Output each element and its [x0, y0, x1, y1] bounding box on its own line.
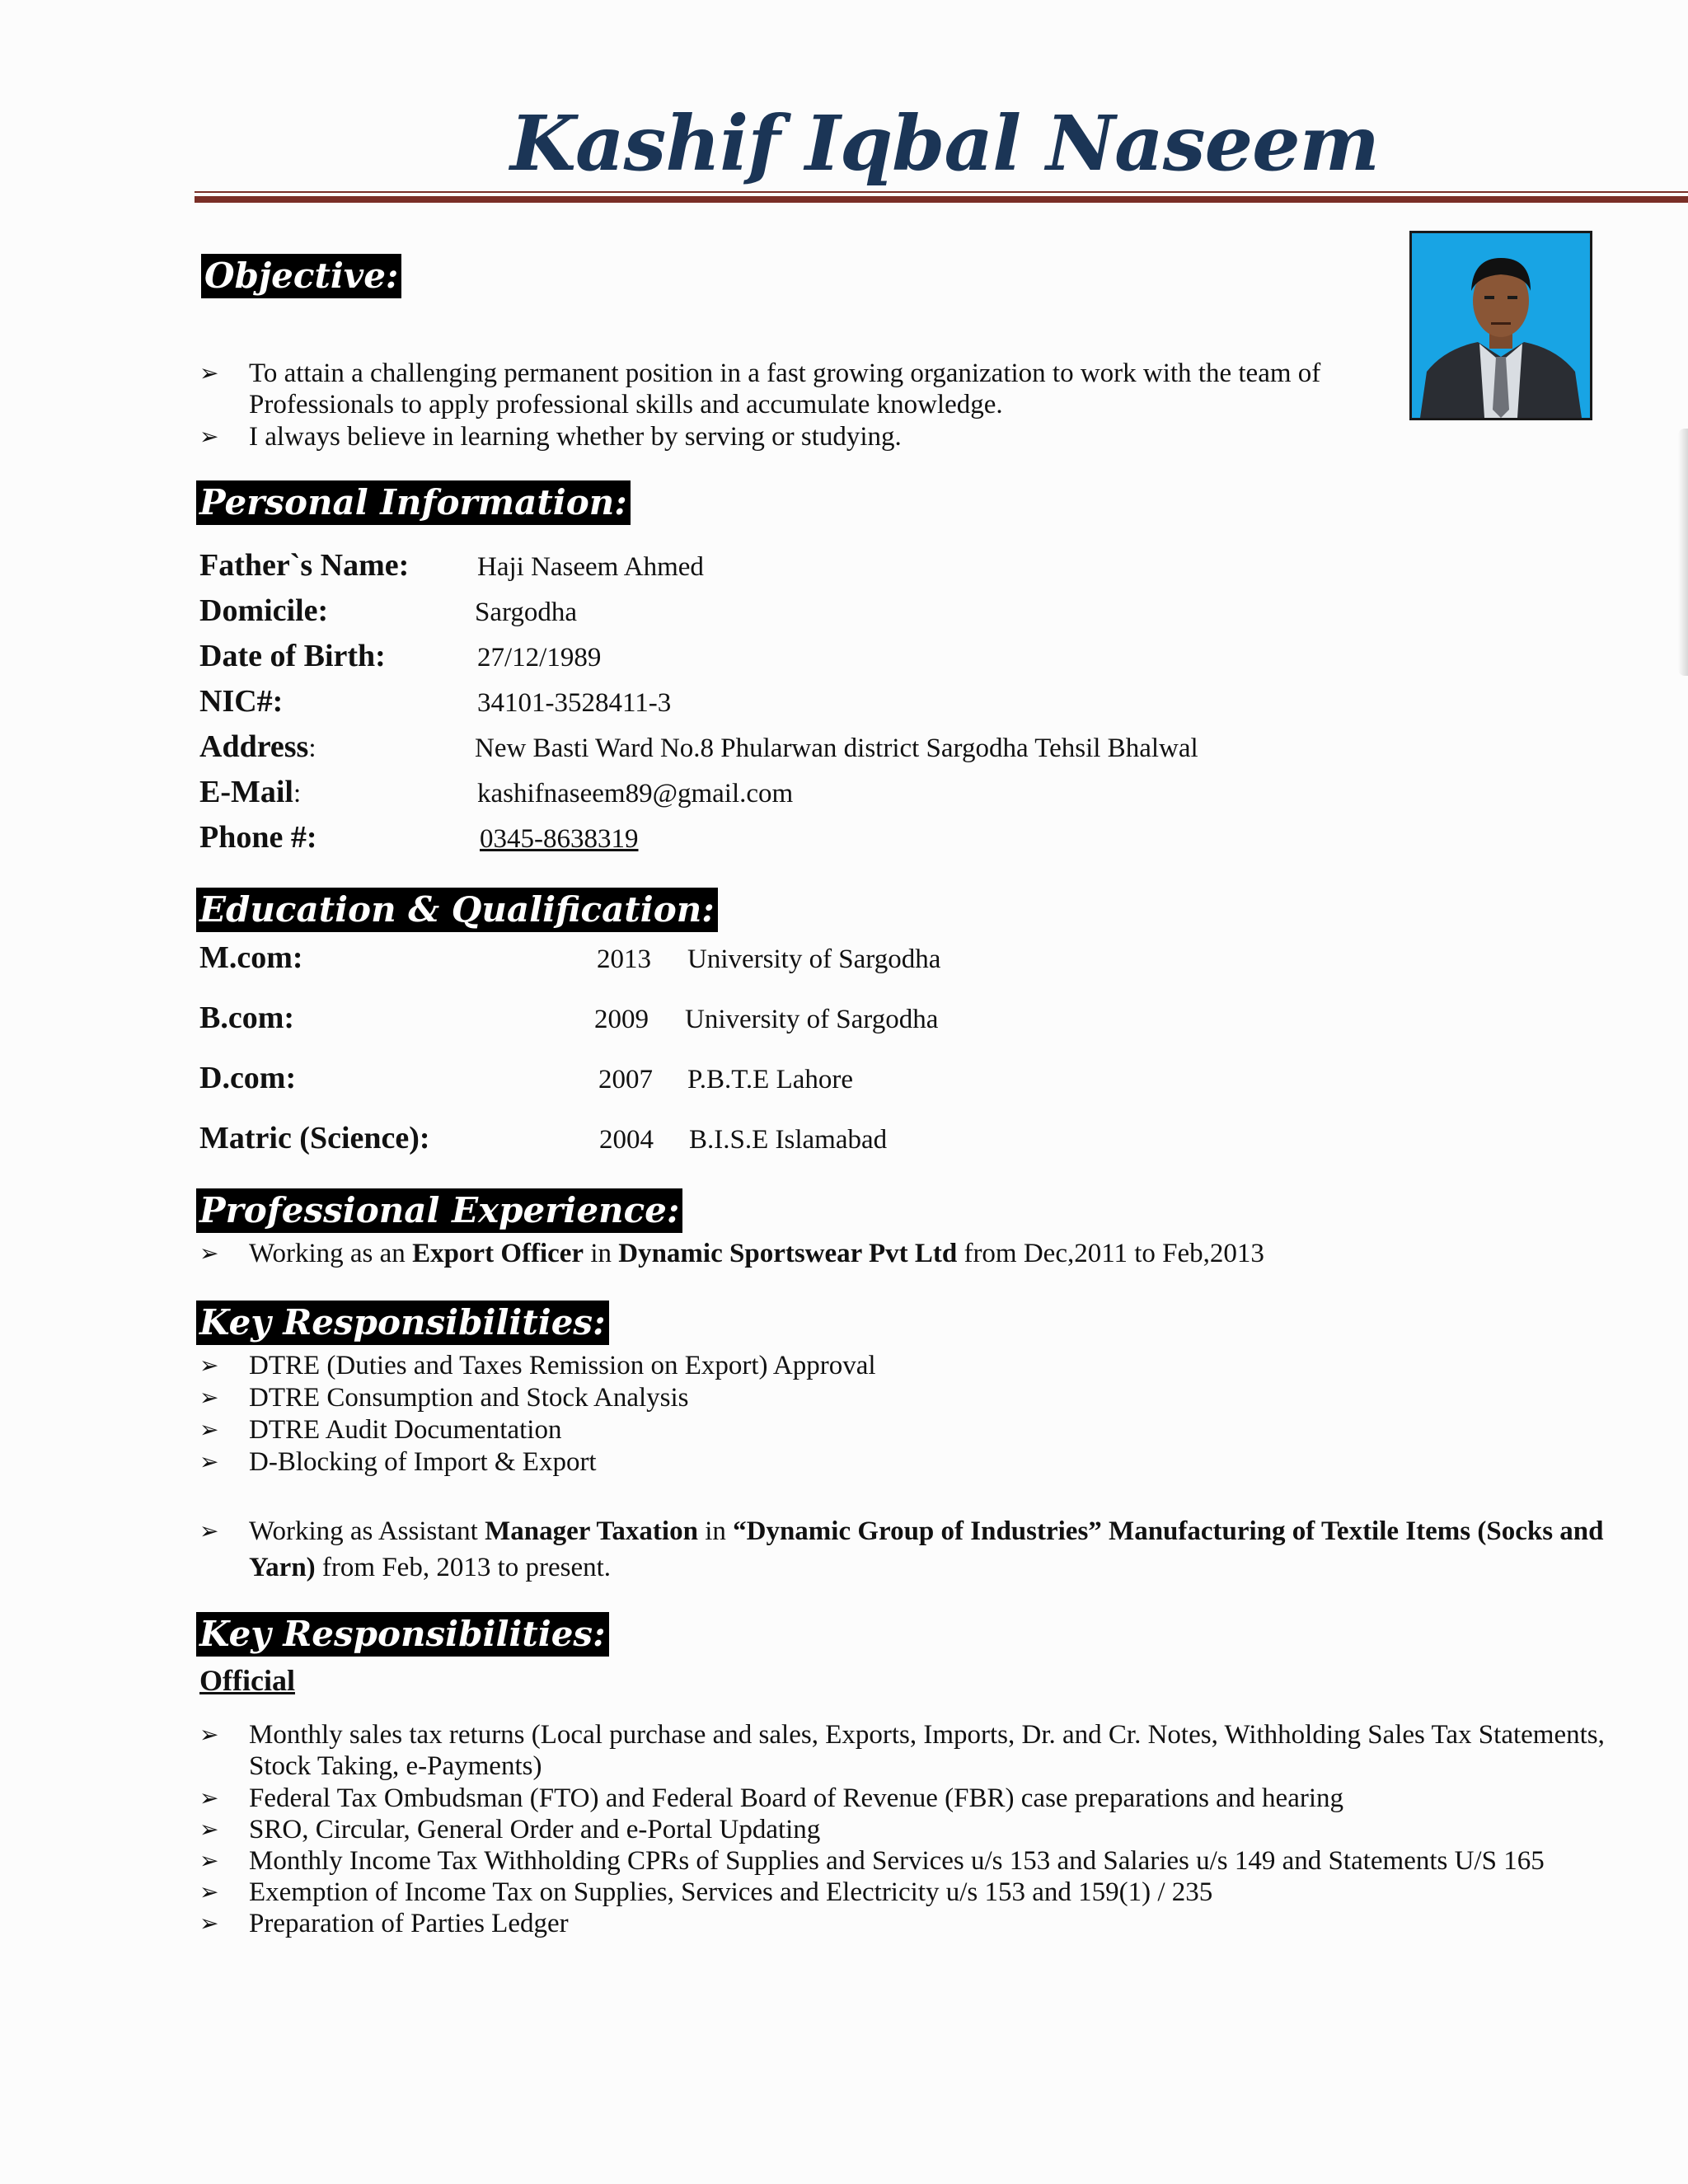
key-responsibilities-heading: Key Responsibilities:: [196, 1301, 609, 1345]
profile-photo: [1409, 231, 1592, 420]
responsibility-item: ➢ DTRE Audit Documentation: [199, 1415, 562, 1445]
responsibility-item: ➢ Federal Tax Ombudsman (FTO) and Federal Board of Revenue (FBR) case preparations and hearing: [199, 1783, 1344, 1813]
degree-year: 2007: [598, 1065, 653, 1094]
domicile-label: Domicile:: [199, 593, 329, 628]
degree-institute: University of Sargodha: [687, 944, 941, 974]
objective-heading: Objective:: [201, 254, 401, 298]
candidate-name: Kashif Iqbal Naseem: [509, 99, 1379, 188]
official-subheading: Official: [199, 1664, 295, 1697]
experience-heading: Professional Experience:: [196, 1188, 682, 1233]
bullet-arrow-icon: ➢: [199, 1878, 219, 1905]
job-role: Export Officer: [412, 1239, 584, 1268]
bullet-arrow-icon: ➢: [199, 1517, 219, 1544]
phone-label: Phone #:: [199, 820, 317, 855]
address-label: Address:: [199, 729, 316, 764]
header-rule-thin: [195, 191, 1688, 193]
bullet-arrow-icon: ➢: [199, 1384, 219, 1411]
responsibility-item: ➢ Monthly sales tax returns (Local purchase and sales, Exports, Imports, Dr. and Cr. Notes, Withholding Sales Tax Statements, Stock Taking, e-Payments): [199, 1720, 1605, 1781]
responsibility-item: ➢ Exemption of Income Tax on Supplies, Services and Electricity u/s 153 and 159(1) / 235: [199, 1877, 1213, 1907]
degree-year: 2004: [599, 1125, 654, 1155]
bullet-arrow-icon: ➢: [199, 1847, 219, 1874]
degree-year: 2013: [597, 944, 651, 974]
header-rule: [195, 196, 1688, 203]
job-company: “Dynamic Group of Industries” Manufacturing of Textile Items (Socks and Yarn): [249, 1516, 1604, 1582]
fathers-name-value: Haji Naseem Ahmed: [477, 552, 704, 582]
fathers-name-label: Father`s Name:: [199, 548, 410, 583]
nic-value: 34101-3528411-3: [477, 688, 672, 718]
bullet-arrow-icon: ➢: [199, 1352, 219, 1379]
job-role: Manager Taxation: [485, 1516, 698, 1546]
objective-item: ➢ I always believe in learning whether by serving or studying.: [199, 422, 902, 452]
degree-year: 2009: [594, 1005, 649, 1034]
key-responsibilities-heading: Key Responsibilities:: [196, 1612, 609, 1657]
responsibility-item: ➢ DTRE Consumption and Stock Analysis: [199, 1383, 689, 1413]
nic-label: NIC#:: [199, 684, 284, 719]
degree-institute: B.I.S.E Islamabad: [689, 1125, 888, 1155]
degree-label: D.com:: [199, 1061, 297, 1095]
page-edge-shadow: [1678, 429, 1688, 676]
address-value: New Basti Ward No.8 Phularwan district Sargodha Tehsil Bhalwal: [475, 733, 1198, 763]
bullet-arrow-icon: ➢: [199, 1816, 219, 1843]
degree-institute: University of Sargodha: [685, 1005, 939, 1034]
bullet-arrow-icon: ➢: [199, 1448, 219, 1475]
bullet-arrow-icon: ➢: [199, 1416, 219, 1443]
experience-item: ➢ Working as Assistant Manager Taxation in “Dynamic Group of Industries” Manufacturing of Textile Items (Socks and Yarn) from Feb, 2013 to present.: [199, 1513, 1642, 1587]
dob-value: 27/12/1989: [477, 643, 602, 673]
responsibility-item: ➢ D-Blocking of Import & Export: [199, 1447, 597, 1477]
responsibility-item: ➢ Preparation of Parties Ledger: [199, 1909, 569, 1938]
degree-label: M.com:: [199, 940, 303, 975]
job-company: Dynamic Sportswear Pvt Ltd: [618, 1239, 958, 1268]
bullet-arrow-icon: ➢: [199, 1910, 219, 1937]
bullet-arrow-icon: ➢: [199, 1240, 219, 1267]
domicile-value: Sargodha: [475, 598, 578, 627]
responsibility-item: ➢ SRO, Circular, General Order and e-Portal Updating: [199, 1815, 821, 1844]
dob-label: Date of Birth:: [199, 639, 386, 673]
bullet-arrow-icon: ➢: [199, 423, 219, 450]
phone-link[interactable]: 0345-8638319: [480, 824, 639, 854]
responsibility-item: ➢ Monthly Income Tax Withholding CPRs of Supplies and Services u/s 153 and Salaries u/s 149 and Statements U/S 165: [199, 1846, 1545, 1876]
degree-label: B.com:: [199, 1001, 295, 1035]
education-heading: Education & Qualification:: [196, 888, 718, 932]
experience-item: ➢ Working as an Export Officer in Dynamic Sportswear Pvt Ltd from Dec,2011 to Feb,2013: [199, 1239, 1264, 1268]
degree-label: Matric (Science):: [199, 1121, 430, 1155]
email-value: kashifnaseem89@gmail.com: [477, 779, 794, 808]
bullet-arrow-icon: ➢: [199, 1721, 219, 1748]
bullet-arrow-icon: ➢: [199, 359, 219, 387]
personal-info-heading: Personal Information:: [196, 480, 631, 525]
email-label: E-Mail:: [199, 775, 302, 809]
objective-item: ➢ To attain a challenging permanent position in a fast growing organization to work with the team of Professionals to apply professional skills and accumulate knowledge.: [199, 359, 1321, 419]
degree-institute: P.B.T.E Lahore: [687, 1065, 854, 1094]
bullet-arrow-icon: ➢: [199, 1784, 219, 1811]
responsibility-item: ➢ DTRE (Duties and Taxes Remission on Export) Approval: [199, 1351, 876, 1380]
